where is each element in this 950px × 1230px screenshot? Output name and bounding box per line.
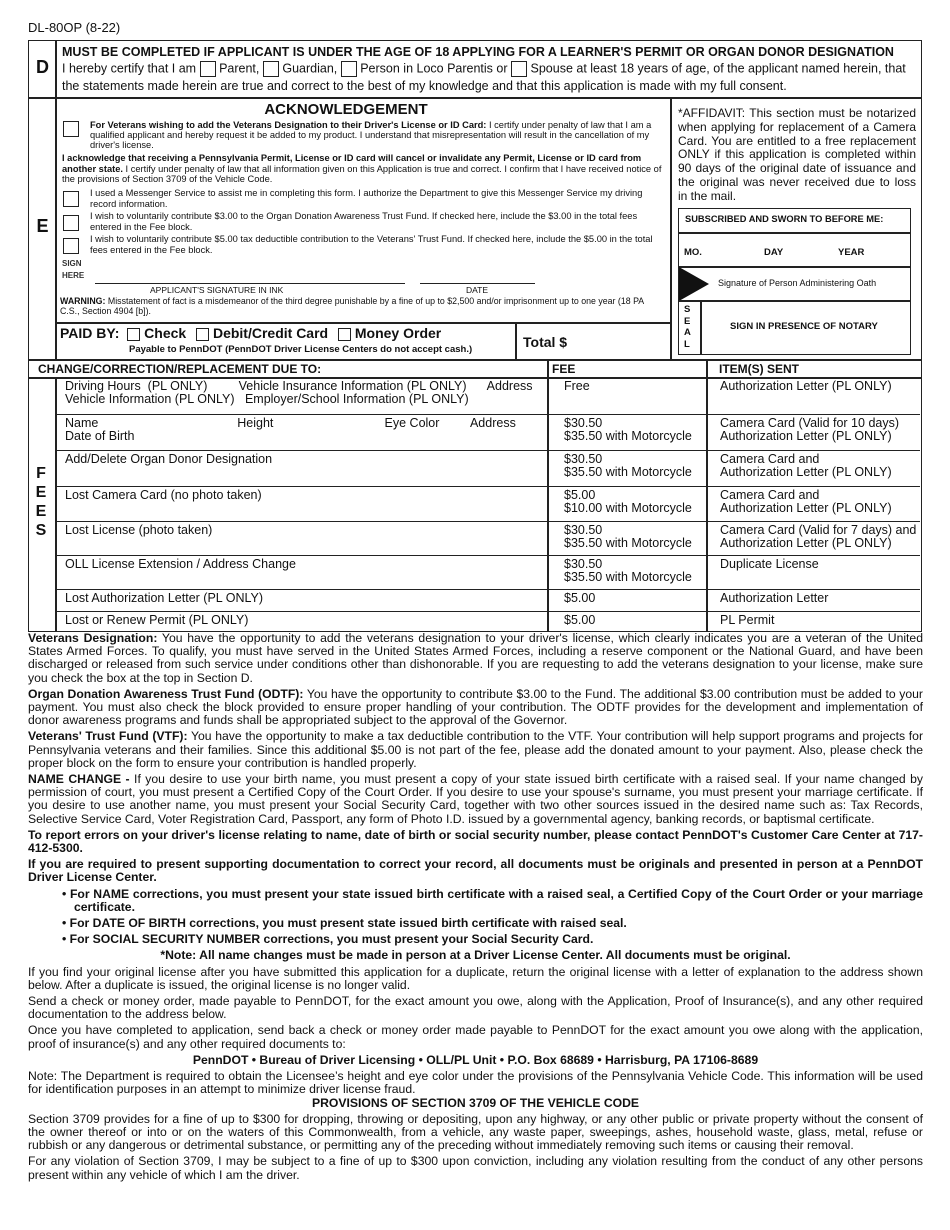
items-sent: [720, 380, 920, 393]
change-reason-line: Vehicle Information (PL ONLY) Employer/School Information (PL ONLY): [65, 392, 469, 406]
items-sent-line: Duplicate License: [720, 557, 819, 571]
fees-row: [55, 555, 920, 589]
change-reason-line: Lost Authorization Letter (PL ONLY): [65, 591, 264, 605]
fees-row: [55, 450, 920, 486]
fee-amount: [564, 558, 714, 584]
fees-row: [55, 521, 920, 555]
fees-header-change: CHANGE/CORRECTION/REPLACEMENT DUE TO:: [38, 362, 322, 376]
items-sent-line: Camera Card (Valid for 7 days) and: [720, 523, 917, 537]
name-correction-bullet: • For NAME corrections, you must present your state issued birth certificate with a raised seal, a Certified Copy of the Court Order or your marriage certificate.: [62, 886, 923, 914]
fees-row: [55, 611, 920, 632]
signature-line[interactable]: [95, 283, 405, 284]
fee-amount: [564, 489, 714, 515]
total-label: Total $: [523, 334, 568, 350]
dob-correction-bullet: • For DATE OF BIRTH corrections, you must present state issued birth certificate with raised seal.: [62, 916, 627, 931]
fee-amount-line: $30.50: [564, 557, 603, 571]
fees-row: [55, 414, 920, 450]
change-reason-line: OLL License Extension / Address Change: [65, 557, 296, 571]
section-d-heading: MUST BE COMPLETED IF APPLICANT IS UNDER THE AGE OF 18 APPLYING FOR A LEARNER'S PERMIT OR ORGAN DONOR DESIGNATION: [62, 45, 894, 59]
items-sent-line: Camera Card and: [720, 452, 820, 466]
guardian-label: Guardian,: [282, 61, 338, 76]
fee-amount-line: Free: [564, 379, 590, 393]
items-sent-line: Authorization Letter (PL ONLY): [720, 465, 892, 479]
fee-amount-line: $35.50 with Motorcycle: [564, 465, 692, 479]
provisions-heading: PROVISIONS OF SECTION 3709 OF THE VEHICLE CODE: [311, 1095, 640, 1110]
check-checkbox[interactable]: [127, 328, 140, 341]
veterans-statement: For Veterans wishing to add the Veterans Designation to their Driver's License or ID Card: I certify under penalty of law that I am a qualified applicant and hereby request it be added to my product. I understand that misrepresentation will result in the cancellation of my driver's license.: [90, 120, 652, 151]
fee-amount: [564, 614, 714, 627]
loco-parentis-label: Person in Loco Parentis or: [360, 61, 508, 76]
fee-amount: [564, 417, 714, 443]
fee-amount-line: $35.50 with Motorcycle: [564, 429, 692, 443]
change-reason-line: Lost or Renew Permit (PL ONLY): [65, 613, 249, 627]
spouse-checkbox[interactable]: [511, 61, 527, 77]
check-label: Check: [144, 325, 187, 341]
vtf-checkbox[interactable]: [63, 238, 79, 254]
corrections-list: [28, 888, 923, 947]
card-checkbox[interactable]: [196, 328, 209, 341]
affidavit-text: *AFFIDAVIT: This section must be notarized when applying for replacement of a Camera Card. You are entitled to a free replacement ONLY if this application is completed within 90 days of the original date of issuance and the original was never received due to loss in the mail.: [678, 106, 916, 203]
messenger-statement: I used a Messenger Service to assist me in completing this form. I authorize the Department to give this Messenger Service my driving record information.: [90, 188, 643, 209]
change-reason-line: Name Height Eye Color Address: [65, 416, 516, 430]
signature-label: APPLICANT'S SIGNATURE IN INK: [150, 285, 284, 295]
change-reason: [65, 489, 550, 502]
parent-label: Parent,: [219, 61, 260, 76]
fee-amount-line: $30.50: [564, 452, 603, 466]
fees-letters: FEES: [35, 465, 47, 539]
items-sent-line: Authorization Letter (PL ONLY): [720, 379, 892, 393]
spouse-label: Spouse at least 18 years of age, of the applicant named herein, that: [530, 61, 906, 76]
fee-amount-line: $35.50 with Motorcycle: [564, 570, 692, 584]
section-e-letter: E: [36, 216, 49, 236]
certify-prefix: I hereby certify that I am: [62, 61, 197, 76]
items-sent: [720, 453, 920, 479]
fee-amount-line: $5.00: [564, 613, 596, 627]
arrow-icon: [679, 267, 709, 301]
report-errors-para: To report errors on your driver's license relating to name, date of birth or social security number, please contact PennDOT's Customer Care Center at 717-412-5300.: [28, 827, 923, 856]
items-sent: [720, 614, 920, 627]
card-label: Debit/Credit Card: [212, 325, 329, 341]
organ-donation-checkbox[interactable]: [63, 215, 79, 231]
fee-amount-line: $35.50 with Motorcycle: [564, 536, 692, 550]
section-d-letter: D: [36, 57, 49, 77]
items-sent-line: Authorization Letter (PL ONLY): [720, 536, 892, 550]
supporting-docs-para: If you are required to present supporting documentation to correct your record, all documents must be originals and presented in person at a PennDOT Driver License Center.: [28, 857, 923, 885]
send-payment-para: Send a check or money order, made payable to PennDOT, for the exact amount you owe, along with the Application, Proof of Insurance(s), and any other required documentation to the address below.: [28, 994, 923, 1022]
change-reason: [65, 417, 550, 443]
change-reason: [65, 524, 550, 537]
veterans-designation-para: Veterans Designation: You have the opportunity to add the veterans designation to your driver's license, which clearly indicates you are a veteran of the United States Armed Forces. To qualify, you must have served in the United States Armed Forces, including a reserve component or the National Guard, and have been discharged or released from such service under conditions other than dishonorable. If you are requesting to add the veterans designation to your license, make sure you check the box at the top in Section D.: [28, 631, 923, 685]
veterans-checkbox[interactable]: [63, 121, 79, 137]
fee-amount-line: $10.00 with Motorcycle: [564, 501, 692, 515]
items-sent-line: Camera Card and: [720, 488, 820, 502]
organ-donation-statement: I wish to voluntarily contribute $3.00 to the Organ Donation Awareness Trust Fund. If checked here, include the $3.00 in the total fees entered in the Fee block.: [90, 211, 638, 232]
fees-row: [55, 378, 920, 414]
items-sent-line: Authorization Letter (PL ONLY): [720, 501, 892, 515]
items-sent: [720, 417, 920, 443]
change-reason: [65, 558, 550, 571]
fee-amount: [564, 524, 714, 550]
name-change-para: NAME CHANGE - If you desire to use your birth name, you must present a copy of your state issued birth certificate with a raised seal. If your name changed by permission of court, you must present a Certified Copy of the Court Order. If you desire to use your spouse's surname, you must present your marriage certificate. If you desire to use another name, you must present your Social Security Card, together with two other sources issued in the desired name such as: Tax Records, Selective Service Card, Voter Registration Card, Passport, any form of Photo I.D. issued by a governmental agency, banking records, or baptismal certificate.: [28, 772, 923, 826]
fees-row: [55, 589, 920, 611]
change-reason-line: Date of Birth: [65, 429, 135, 443]
found-license-para: If you find your original license after you have submitted this application for a duplicate, return the original license with a letter of explanation to the address shown below. After a duplicate is issued, the original license is no longer valid.: [28, 964, 923, 992]
once-completed-para: Once you have completed to application, send back a check or money order made payable to PennDOT for the exact amount you owe along with the application, proof of insurance(s) and any other required documents to:: [28, 1023, 923, 1051]
fee-amount-line: $5.00: [564, 488, 596, 502]
date-line[interactable]: [420, 283, 535, 284]
date-label: DATE: [466, 285, 489, 295]
fee-amount-line: $5.00: [564, 591, 596, 605]
sign-here-label: SIGN HERE: [62, 259, 85, 280]
year-label: YEAR: [838, 247, 865, 258]
change-reason-line: Add/Delete Organ Donor Designation: [65, 452, 273, 466]
fees-header-items: ITEM(S) SENT: [719, 362, 799, 376]
ssn-correction-bullet: • For SOCIAL SECURITY NUMBER corrections, you must present your Social Security Card.: [62, 932, 594, 947]
items-sent-line: Camera Card (Valid for 10 days): [720, 416, 900, 430]
fee-amount-line: $30.50: [564, 523, 603, 537]
change-reason-line: Lost License (photo taken): [65, 523, 213, 537]
paid-by-row: [60, 325, 441, 341]
info-section: [28, 632, 923, 1185]
change-reason: [65, 592, 550, 605]
acknowledge-statement: I acknowledge that receiving a Pennsylvania Permit, License or ID card will cancel or invalidate any Permit, License or ID card from another state. I certify under penalty of law that all information given on this Application is true and correct. I confirm that I have received notice of the provisions of Section 3709 of the Vehicle Code.: [62, 153, 662, 185]
change-reason-line: Driving Hours (PL ONLY) Vehicle Insurance Information (PL ONLY) Address: [65, 379, 533, 393]
section-d-certify-line: [62, 61, 906, 77]
section-d-line2: the statements made herein are true and correct to the best of my knowledge and that this application is made with my full consent.: [62, 79, 787, 93]
form-id: DL-80OP (8-22): [28, 20, 121, 35]
fee-amount: [564, 380, 714, 393]
fee-amount: [564, 592, 714, 605]
change-reason-line: Lost Camera Card (no photo taken): [65, 488, 262, 502]
seal-label: SEAL: [684, 304, 691, 350]
parent-checkbox[interactable]: [200, 61, 216, 77]
name-change-note: *Note: All name changes must be made in person at a Driver License Center. All documents must be original.: [160, 948, 791, 963]
items-sent-line: PL Permit: [720, 613, 775, 627]
provisions-para-2: For any violation of Section 3709, I may be subject to a fine of up to $300 upon conviction, including any violation resulting from the conduct of any other persons present within any vehicle of which I am the driver.: [28, 1154, 923, 1182]
guardian-checkbox[interactable]: [263, 61, 279, 77]
department-note: Note: The Department is required to obtain the Licensee’s height and eye color under the provisions of the Pennsylvania Vehicle Code. This information will be used for identification purposes in an attempt to minimize driver license fraud.: [28, 1069, 923, 1097]
fees-header-fee: FEE: [552, 362, 576, 376]
fee-amount-line: $30.50: [564, 416, 603, 430]
mailing-address: PennDOT • Bureau of Driver Licensing • OLL/PL Unit • P.O. Box 68689 • Harrisburg, PA 17106-8689: [192, 1052, 759, 1067]
odtf-para: Organ Donation Awareness Trust Fund (ODTF): You have the opportunity to contribute $3.00 to the Fund. The additional $3.00 contribution must be added to your payment. You must also check the block provided to ensure proper handling of your contribution. The ODTF provides for the development and implementation of donor awareness programs and funds shall be appropriated subject to the approval of the Governor.: [28, 686, 923, 728]
change-reason: [65, 380, 550, 406]
items-sent-line: Authorization Letter (PL ONLY): [720, 429, 892, 443]
notary-label: SIGN IN PRESENCE OF NOTARY: [730, 321, 878, 332]
warning-text: WARNING: Misstatement of fact is a misdemeanor of the third degree punishable by a fine of up to $2,500 and/or imprisonment up to one year (18 PA C.S., Section 4904 [b]).: [60, 296, 644, 317]
day-label: DAY: [764, 247, 784, 258]
change-reason: [65, 614, 550, 627]
money-order-checkbox[interactable]: [338, 328, 351, 341]
vtf-para: Veterans' Trust Fund (VTF): You have the opportunity to make a tax deductible contribution to the VTF. Your contribution will help support programs and projects for Pennsylvania veterans and their families. Since this additional $5.00 is not part of the fee, please add the donated amount to your payment. Also, please check the proper block on the form to ensure your contribution is handled properly.: [28, 729, 923, 770]
fees-row: [55, 486, 920, 521]
acknowledgement-title: ACKNOWLEDGEMENT: [264, 101, 428, 118]
items-sent: [720, 489, 920, 515]
loco-parentis-checkbox[interactable]: [341, 61, 357, 77]
change-reason: [65, 453, 550, 466]
items-sent: [720, 558, 920, 571]
mo-label: MO.: [684, 247, 702, 258]
sworn-label: SUBSCRIBED AND SWORN TO BEFORE ME:: [685, 214, 884, 224]
messenger-checkbox[interactable]: [63, 191, 79, 207]
paid-by-label: PAID BY:: [60, 325, 120, 341]
money-order-label: Money Order: [354, 325, 442, 341]
items-sent-line: Authorization Letter: [720, 591, 829, 605]
payable-note: Payable to PennDOT (PennDOT Driver License Centers do not accept cash.): [129, 344, 473, 355]
provisions-para-1: Section 3709 provides for a fine of up to $300 for dropping, throwing or depositing, upon any highway, or any other public or private property without the consent of the owner thereof or into or on the waters of this Commonwealth, from a vehicle, any waste paper, sweepings, ashes, household waste, glass, metal, refuse or rubbish or any dangerous or detrimental substance, or permitting any of the preceding without immediately removing such items or causing their removal.: [28, 1111, 923, 1153]
oath-signature-label: Signature of Person Administering Oath: [718, 278, 877, 288]
fee-amount: [564, 453, 714, 479]
items-sent: [720, 592, 920, 605]
items-sent: [720, 524, 920, 550]
vtf-statement: I wish to voluntarily contribute $5.00 tax deductible contribution to the Veterans' Trust Fund. If checked here, include the $5.00 in the total fees entered in the Fee block.: [90, 234, 653, 255]
